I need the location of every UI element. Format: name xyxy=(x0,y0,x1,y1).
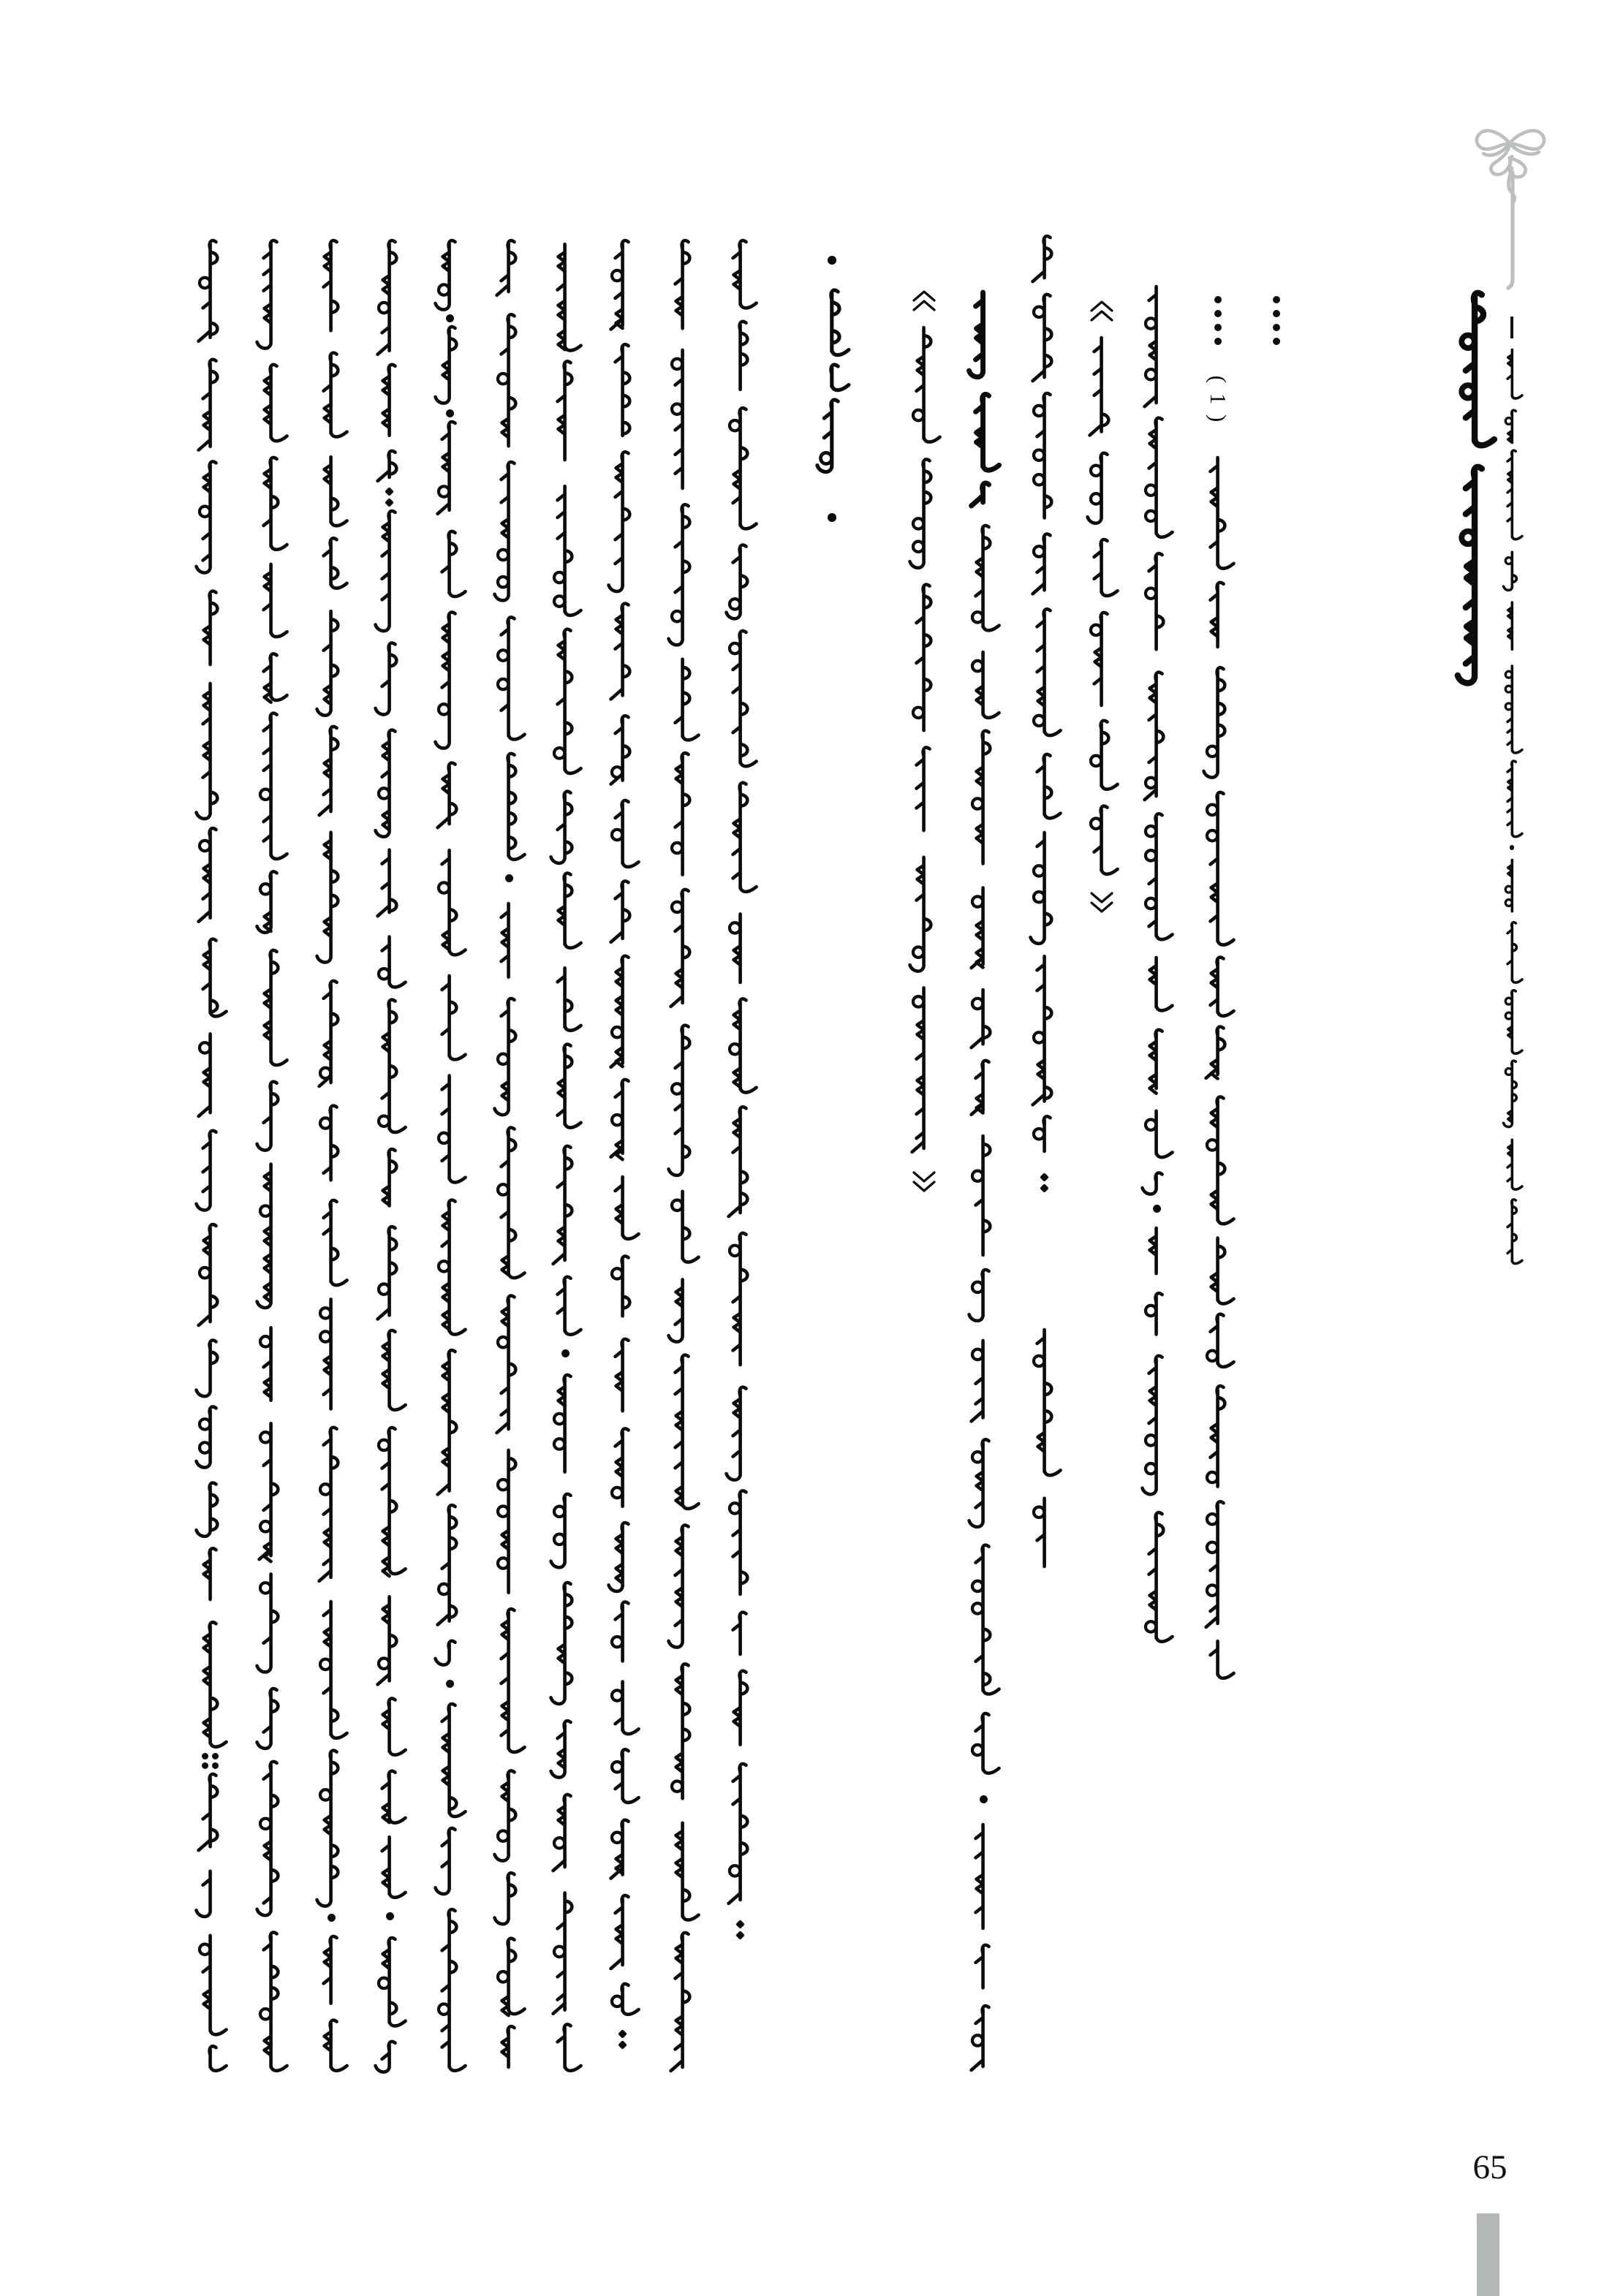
punctuation-full-stop xyxy=(735,1931,745,1940)
punctuation-middle-dot xyxy=(980,1795,988,1803)
script-text-run xyxy=(591,241,647,2016)
script-text-run xyxy=(651,241,707,2072)
heading-word xyxy=(799,401,858,472)
quote-open-guillemet xyxy=(911,289,937,313)
punctuation-middle-dot xyxy=(828,256,836,265)
script-text-run xyxy=(179,1775,235,2072)
script-text-run xyxy=(1013,1327,1069,1572)
punctuation-full-stop xyxy=(1040,1172,1049,1182)
script-text-run xyxy=(300,241,355,1906)
quote-open-guillemet xyxy=(1089,300,1115,323)
punctuation-middle-dot xyxy=(1510,845,1515,850)
punctuation-four-dot-mark xyxy=(212,1753,219,1759)
page-number: 65 xyxy=(1472,2148,1507,2186)
punctuation-four-dot-mark xyxy=(212,1762,219,1769)
punctuation-full-stop xyxy=(385,498,394,507)
punctuation-middle-dot xyxy=(561,1349,570,1357)
quote-close-guillemet xyxy=(911,1170,937,1193)
punctuation-four-dot-mark xyxy=(202,1762,208,1769)
ellipsis-dot xyxy=(1214,338,1222,345)
punctuation-middle-dot xyxy=(446,314,454,322)
script-text-run xyxy=(534,1376,589,2072)
script-text-run xyxy=(1013,237,1069,1156)
header-divider-dash xyxy=(1510,317,1513,338)
punctuation-middle-dot xyxy=(446,409,454,417)
punctuation-middle-dot xyxy=(386,1912,394,1920)
script-text-run xyxy=(534,241,589,1336)
punctuation-full-stop xyxy=(1040,1183,1049,1193)
punctuation-full-stop xyxy=(385,487,394,496)
flourish-ornament-icon xyxy=(1466,115,1561,291)
punctuation-middle-dot xyxy=(446,1680,454,1688)
ellipsis-dot xyxy=(1273,296,1280,303)
heading-word xyxy=(799,365,858,392)
quote-close-guillemet xyxy=(1089,890,1115,914)
script-text-run xyxy=(952,1822,1007,2072)
script-text-run xyxy=(358,512,414,1899)
ellipsis-dot xyxy=(1214,324,1222,331)
punctuation-four-dot-mark xyxy=(202,1753,208,1759)
script-text-run xyxy=(358,241,414,482)
ellipsis-dot xyxy=(1214,296,1222,303)
script-text-run xyxy=(709,241,765,1905)
script-text-run xyxy=(418,327,474,403)
ellipsis-dot xyxy=(1214,310,1222,317)
heading-word xyxy=(799,291,858,357)
item-number-marker: ( 1 ) xyxy=(1206,375,1231,424)
ellipsis-dot xyxy=(1273,310,1280,317)
ellipsis-dot xyxy=(1273,324,1280,331)
script-text-run xyxy=(1187,455,1242,1680)
punctuation-middle-dot xyxy=(505,874,513,882)
script-text-run xyxy=(952,526,1007,1775)
punctuation-middle-dot xyxy=(1153,1205,1161,1213)
ellipsis-dot xyxy=(1273,338,1280,345)
punctuation-full-stop xyxy=(618,2029,627,2039)
script-text-run xyxy=(358,1939,414,2072)
script-text-run xyxy=(893,325,948,1153)
punctuation-middle-dot xyxy=(328,1914,336,1922)
script-text-run xyxy=(418,423,474,1665)
page-edge-tab xyxy=(1477,2213,1499,2296)
script-text-run xyxy=(418,241,474,310)
script-text-run xyxy=(1070,335,1126,876)
script-text-run xyxy=(1125,284,1181,1194)
script-text-run xyxy=(179,241,235,1748)
punctuation-full-stop xyxy=(735,1920,745,1929)
script-text-run xyxy=(952,289,1007,507)
script-text-run xyxy=(477,901,533,2072)
script-text-run xyxy=(1493,858,1527,1265)
punctuation-middle-dot xyxy=(828,513,836,522)
script-text-run xyxy=(1493,348,1527,838)
punctuation-full-stop xyxy=(618,2040,627,2050)
script-text-run xyxy=(477,241,533,861)
script-text-run xyxy=(240,241,295,2072)
script-text-run xyxy=(418,1705,474,2072)
script-text-run xyxy=(1125,1225,1181,1643)
script-text-run xyxy=(300,1937,355,2072)
